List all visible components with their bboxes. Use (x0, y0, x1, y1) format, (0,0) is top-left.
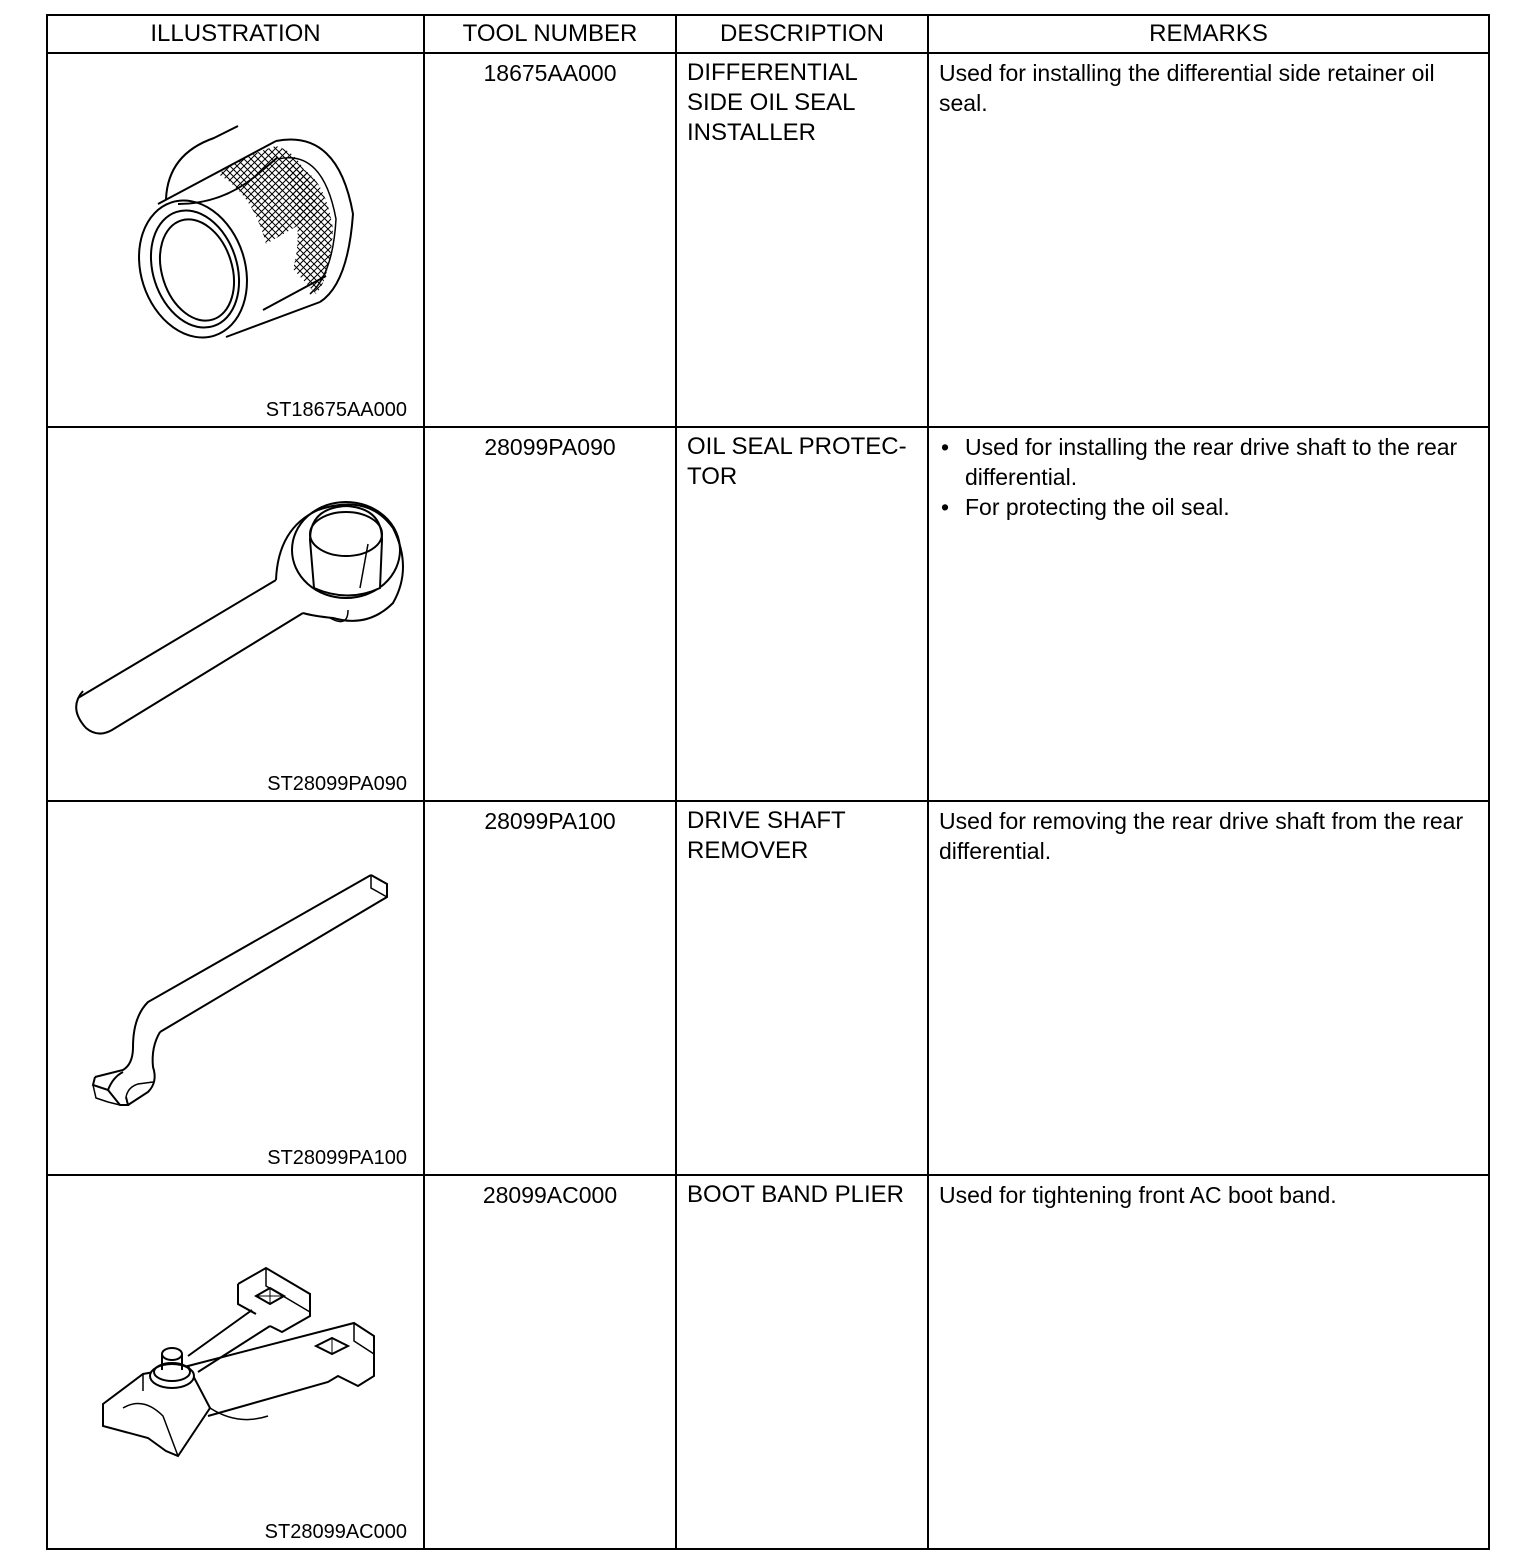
remarks-cell (928, 427, 1489, 801)
illustration-cell (47, 1175, 424, 1549)
table-row (47, 1175, 1489, 1549)
remarks-cell: Used for tightening front AC boot band. (928, 1175, 1489, 1549)
tool-number-cell: 28099PA100 (424, 801, 676, 1175)
st-code-label: ST28099AC000 (264, 1521, 407, 1543)
oil-seal-protector-icon (48, 428, 425, 794)
st-code-label: ST18675AA000 (265, 399, 407, 421)
tool-number-cell: 28099AC000 (424, 1175, 676, 1549)
oil-seal-installer-icon (48, 54, 425, 420)
st-code-label: ST28099PA090 (267, 773, 407, 795)
tool-number-cell: 28099PA090 (424, 427, 676, 801)
description-cell: OIL SEAL PROTEC-TOR (676, 427, 928, 801)
table-row (47, 801, 1489, 1175)
boot-band-plier-icon (48, 1176, 425, 1542)
header-illustration: ILLUSTRATION (47, 15, 424, 53)
header-remarks: REMARKS (928, 15, 1489, 53)
header-tool-number: TOOL NUMBER (424, 15, 676, 53)
illustration-cell (47, 53, 424, 427)
header-description: DESCRIPTION (676, 15, 928, 53)
special-tools-table (46, 14, 1490, 1550)
description-cell: BOOT BAND PLIER (676, 1175, 928, 1549)
table-row (47, 427, 1489, 801)
description-cell: DRIVE SHAFT REMOVER (676, 801, 928, 1175)
tool-number-cell: 18675AA000 (424, 53, 676, 427)
list-item: • For protecting the oil seal. (941, 494, 1230, 520)
remarks-cell: Used for installing the differential side retainer oil seal. (928, 53, 1489, 427)
header-row (47, 15, 1489, 53)
bullet: • (941, 434, 950, 460)
list-item: • Used for installing the rear drive shaft to the rear differential. (941, 434, 1458, 490)
table-row (47, 53, 1489, 427)
illustration-cell (47, 427, 424, 801)
illustration-cell (47, 801, 424, 1175)
description-cell: DIFFERENTIAL SIDE OIL SEAL INSTALLER (676, 53, 928, 427)
remarks-list (939, 432, 1478, 522)
remarks-cell: Used for removing the rear drive shaft from the rear differential. (928, 801, 1489, 1175)
st-code-label: ST28099PA100 (267, 1147, 407, 1169)
bullet: • (941, 494, 950, 520)
drive-shaft-remover-icon (48, 802, 425, 1168)
